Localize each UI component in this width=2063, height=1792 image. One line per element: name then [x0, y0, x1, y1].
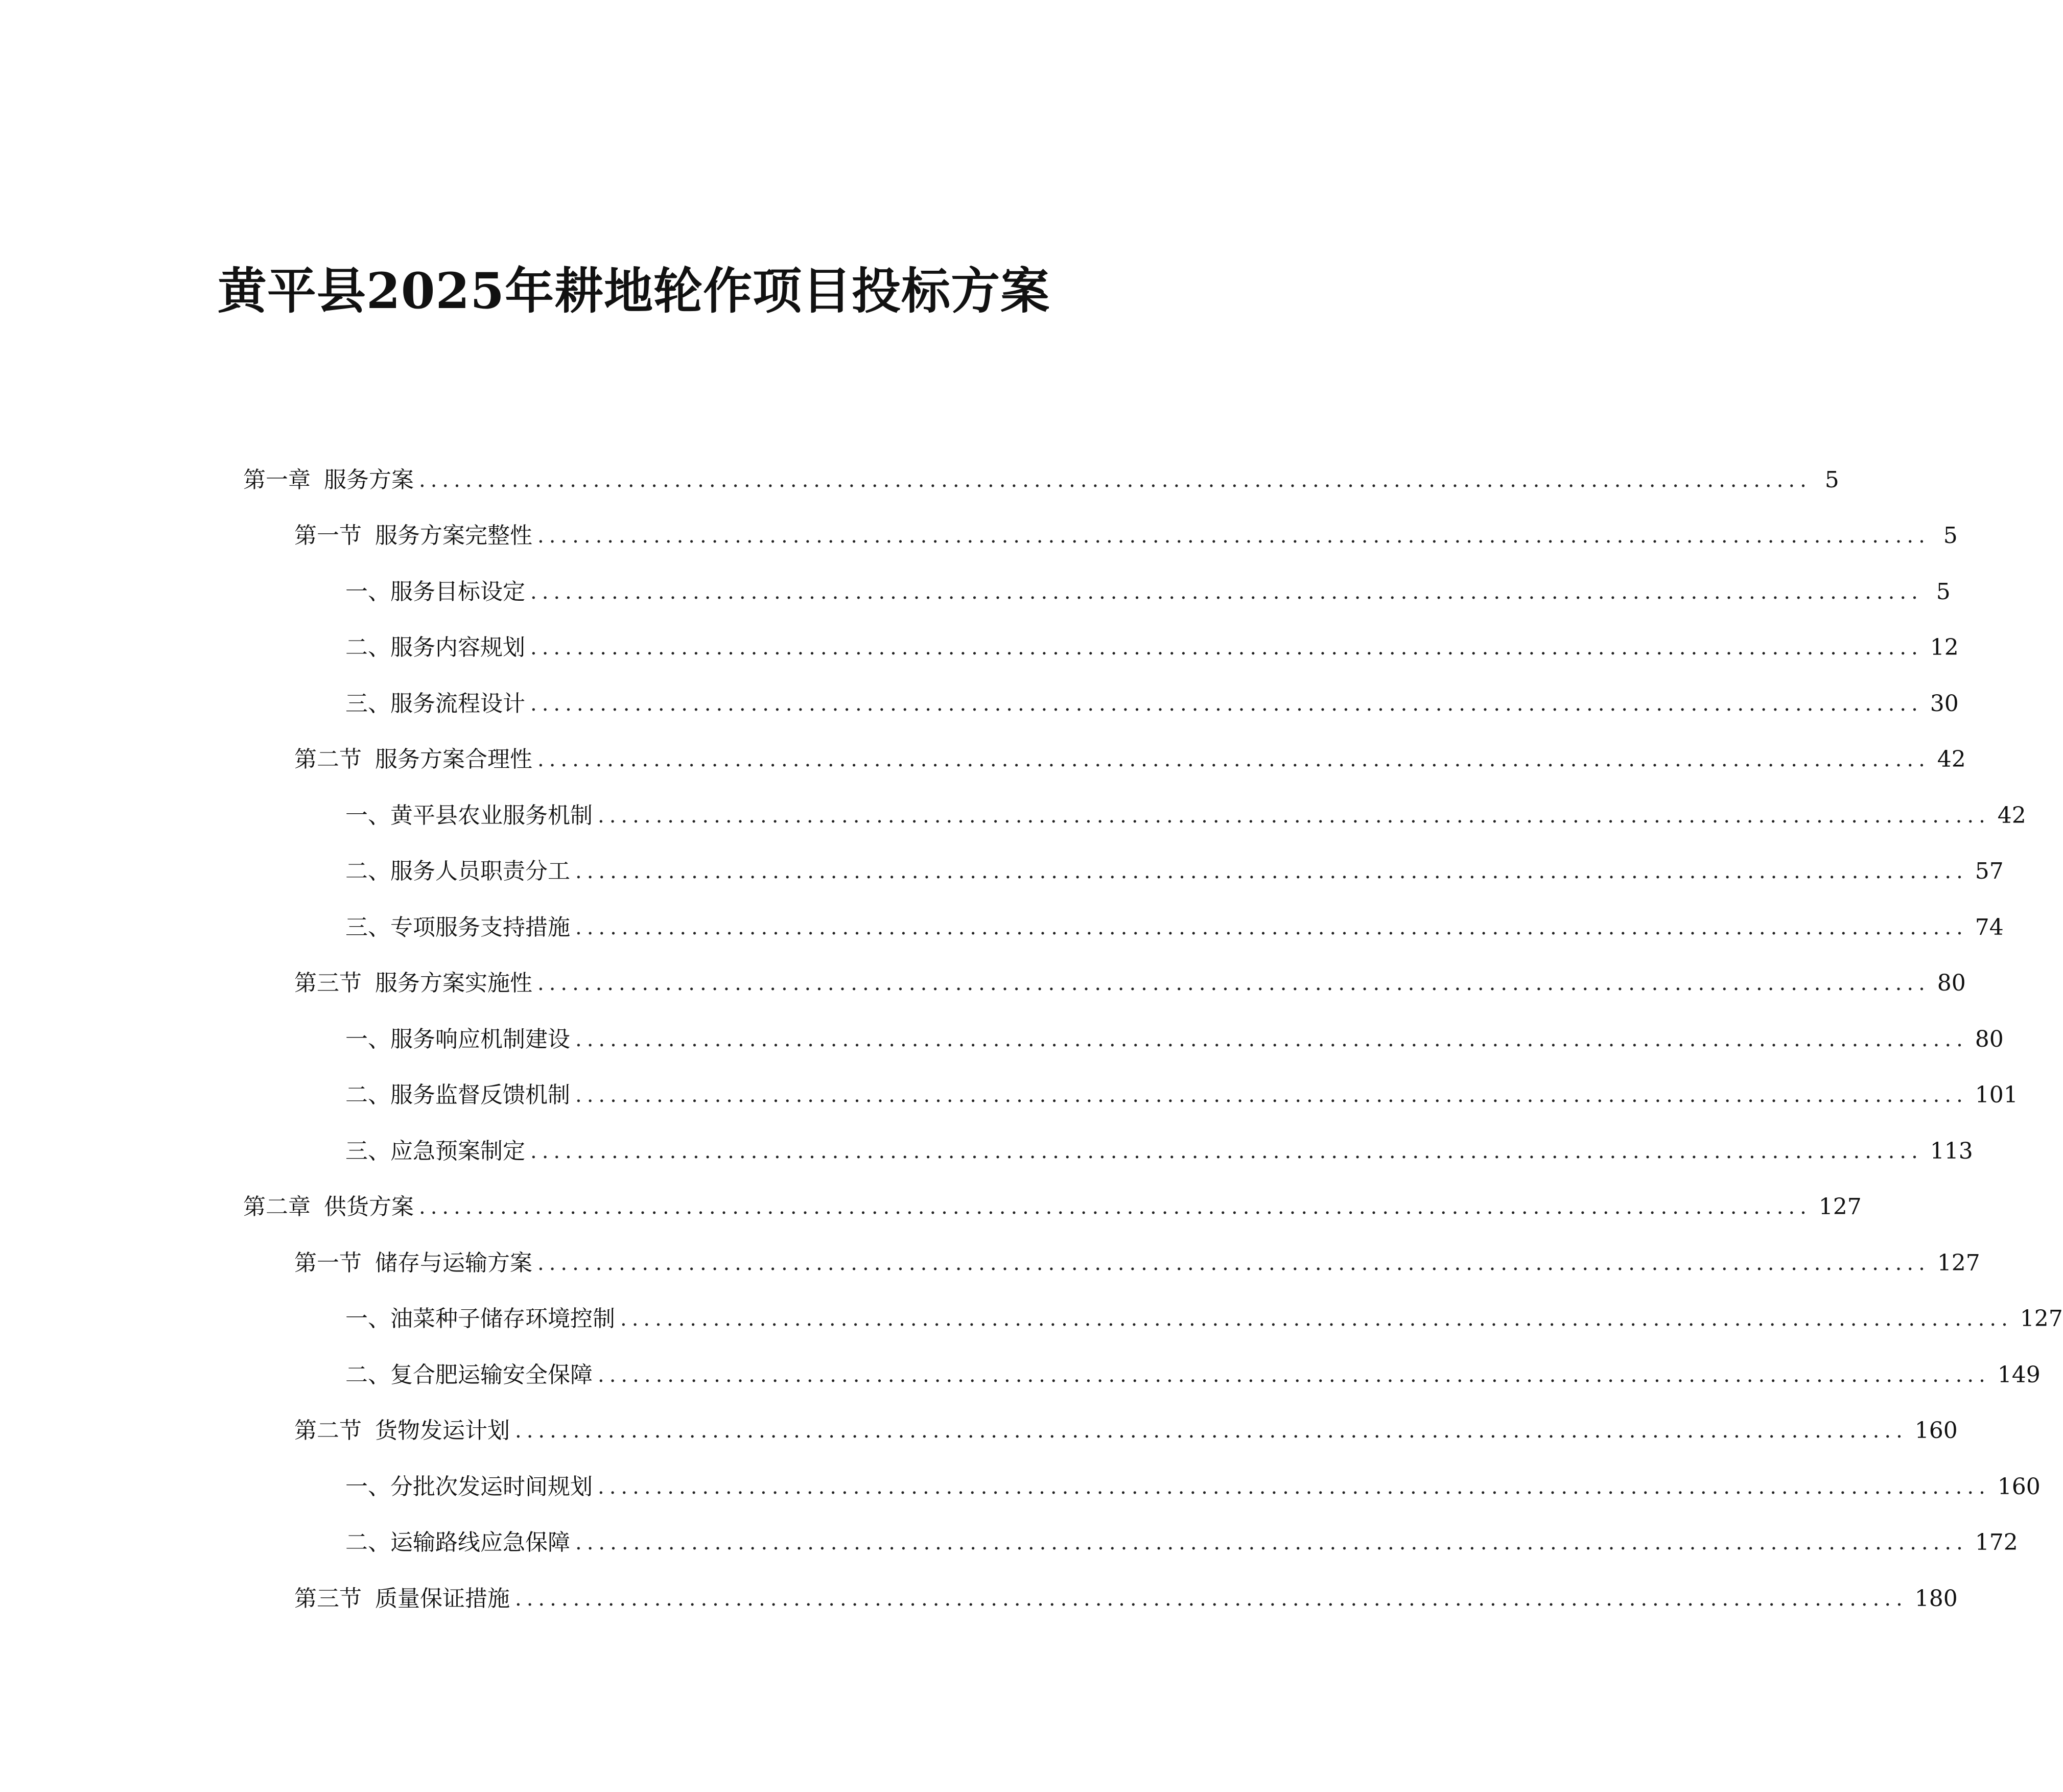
toc-entry-prefix: 第三节	[294, 1585, 362, 1612]
toc-entry-prefix: 二、	[345, 858, 390, 885]
toc-entry[interactable]	[243, 564, 1951, 620]
toc-dot-leader: ........................................................................................................................	[575, 915, 1968, 939]
toc-entry-prefix: 第二章	[243, 1194, 311, 1220]
toc-entry-page-number: 127	[2020, 1306, 2063, 1332]
toc-dot-leader: ........................................................................................................................	[530, 692, 1923, 716]
toc-entry-page-number: 5	[1943, 523, 1958, 549]
toc-entry-prefix: 二、	[345, 1361, 390, 1388]
toc-entry-page-number: 160	[1997, 1473, 2041, 1500]
toc-entry-label: 服务方案实施性	[375, 970, 532, 997]
toc-entry-prefix: 第一节	[294, 1249, 362, 1276]
toc-dot-leader: ........................................................................................................................	[515, 1419, 1908, 1443]
toc-entry[interactable]	[243, 1123, 1973, 1180]
toc-entry-prefix: 二、	[345, 634, 390, 661]
toc-entry-page-number: 5	[1936, 578, 1951, 605]
toc-entry-page-number: 42	[1937, 746, 1966, 773]
toc-entry-label: 服务方案	[324, 466, 414, 493]
toc-entry-page-number: 80	[1937, 970, 1966, 997]
toc-entry-prefix: 三、	[345, 914, 390, 940]
toc-dot-leader: ........................................................................................................................	[530, 636, 1923, 660]
toc-entry-prefix: 二、	[345, 1529, 390, 1556]
toc-entry-page-number: 57	[1975, 858, 2004, 885]
toc-entry[interactable]	[243, 1459, 2041, 1515]
toc-dot-leader: ........................................................................................................................	[575, 860, 1968, 884]
toc-entry-label: 服务方案合理性	[375, 746, 532, 773]
toc-entry-prefix: 第一章	[243, 466, 311, 493]
toc-entry-page-number: 80	[1975, 1026, 2004, 1052]
toc-entry-page-number: 180	[1914, 1585, 1958, 1612]
toc-entry-page-number: 149	[1997, 1361, 2041, 1388]
toc-dot-leader: ........................................................................................................................	[575, 1027, 1968, 1051]
toc-dot-leader: ........................................................................................................................	[598, 1363, 1990, 1387]
toc-entry[interactable]	[243, 508, 1958, 564]
toc-entry[interactable]	[243, 1235, 1980, 1291]
toc-entry-prefix: 第二节	[294, 1418, 362, 1444]
toc-entry-prefix: 一、	[345, 802, 390, 829]
toc-entry[interactable]	[243, 1515, 2018, 1571]
toc-entry[interactable]	[243, 1571, 1958, 1627]
toc-entry-label: 应急预案制定	[390, 1138, 525, 1164]
toc-entry[interactable]	[243, 452, 1839, 508]
toc-entry-page-number: 101	[1975, 1082, 2018, 1109]
toc-entry[interactable]	[243, 732, 1966, 788]
toc-entry-label: 油菜种子储存环境控制	[390, 1306, 615, 1332]
toc-dot-leader: ........................................................................................................................	[598, 804, 1990, 828]
toc-entry-prefix: 三、	[345, 690, 390, 717]
toc-entry-page-number: 127	[1937, 1249, 1980, 1276]
toc-entry-prefix: 第二节	[294, 746, 362, 773]
toc-entry-page-number: 5	[1824, 466, 1839, 493]
toc-entry-label: 服务内容规划	[390, 634, 525, 661]
toc-entry-page-number: 12	[1930, 634, 1959, 661]
toc-entry-prefix: 第三节	[294, 970, 362, 997]
toc-entry[interactable]	[243, 1011, 2004, 1068]
toc-entry-prefix: 一、	[345, 1473, 390, 1500]
toc-entry-prefix: 一、	[345, 1306, 390, 1332]
toc-entry[interactable]	[243, 844, 2004, 900]
toc-entry[interactable]	[243, 1068, 2018, 1124]
toc-entry[interactable]	[243, 956, 1966, 1012]
toc-entry-label: 服务监督反馈机制	[390, 1082, 570, 1109]
toc-entry[interactable]	[243, 676, 1959, 732]
toc-dot-leader: ........................................................................................................................	[537, 1251, 1930, 1275]
toc-entry[interactable]	[243, 1291, 2063, 1348]
toc-entry-prefix: 一、	[345, 578, 390, 605]
toc-entry-page-number: 113	[1930, 1138, 1973, 1164]
table-of-contents	[243, 452, 2063, 1627]
toc-entry-label: 复合肥运输安全保障	[390, 1361, 593, 1388]
toc-entry-page-number: 42	[1997, 802, 2026, 829]
toc-entry-label: 服务方案完整性	[375, 523, 532, 549]
toc-entry[interactable]	[243, 788, 2026, 844]
toc-entry-page-number: 127	[1818, 1194, 1862, 1220]
toc-dot-leader: ........................................................................................................................	[537, 524, 1930, 548]
toc-entry[interactable]	[243, 620, 1959, 676]
toc-entry-label: 供货方案	[324, 1194, 414, 1220]
toc-entry-label: 服务目标设定	[390, 578, 525, 605]
toc-entry-prefix: 二、	[345, 1082, 390, 1109]
toc-dot-leader: ........................................................................................................................	[575, 1531, 1968, 1555]
toc-entry-page-number: 160	[1914, 1418, 1958, 1444]
toc-entry[interactable]	[243, 1347, 2041, 1403]
toc-entry[interactable]	[243, 1180, 1862, 1236]
toc-dot-leader: ........................................................................................................................	[537, 972, 1930, 996]
toc-entry-label: 储存与运输方案	[375, 1249, 532, 1276]
toc-entry-prefix: 第一节	[294, 523, 362, 549]
toc-entry-prefix: 三、	[345, 1138, 390, 1164]
toc-entry-label: 黄平县农业服务机制	[390, 802, 593, 829]
toc-entry-label: 服务人员职责分工	[390, 858, 570, 885]
document-title: 黄平县2025年耕地轮作项目投标方案	[217, 262, 1050, 320]
toc-entry-label: 专项服务支持措施	[390, 914, 570, 940]
toc-entry-label: 服务流程设计	[390, 690, 525, 717]
toc-dot-leader: ........................................................................................................................	[537, 748, 1930, 772]
toc-entry[interactable]	[243, 900, 2004, 956]
toc-dot-leader: ........................................................................................................................	[530, 1139, 1923, 1163]
toc-entry-page-number: 30	[1930, 690, 1959, 717]
toc-dot-leader: ........................................................................................................................	[419, 1195, 1812, 1219]
toc-entry-label: 运输路线应急保障	[390, 1529, 570, 1556]
toc-dot-leader: ........................................................................................................................	[620, 1307, 2013, 1331]
toc-entry-page-number: 74	[1975, 914, 2004, 940]
toc-dot-leader: ........................................................................................................................	[515, 1587, 1908, 1611]
toc-entry-page-number: 172	[1975, 1529, 2018, 1556]
toc-entry-label: 货物发运计划	[375, 1418, 510, 1444]
toc-entry-prefix: 一、	[345, 1026, 390, 1052]
toc-dot-leader: ........................................................................................................................	[419, 468, 1812, 492]
toc-entry[interactable]	[243, 1403, 1958, 1459]
toc-dot-leader: ........................................................................................................................	[530, 580, 1923, 604]
toc-entry-label: 质量保证措施	[375, 1585, 510, 1612]
toc-entry-label: 服务响应机制建设	[390, 1026, 570, 1052]
toc-dot-leader: ........................................................................................................................	[575, 1083, 1968, 1107]
toc-entry-label: 分批次发运时间规划	[390, 1473, 593, 1500]
toc-dot-leader: ........................................................................................................................	[598, 1475, 1990, 1499]
